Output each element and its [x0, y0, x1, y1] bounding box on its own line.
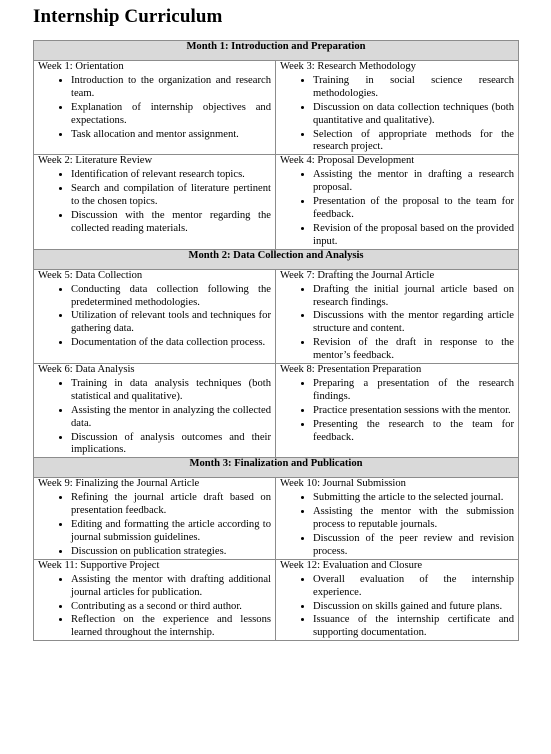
week-cell — [276, 61, 519, 155]
week-activity-list — [280, 168, 514, 248]
month-heading-row — [34, 458, 519, 478]
activity-item: • Revision of the proposal based on the provided input. — [313, 222, 514, 249]
activity-item: • Search and compilation of literature pertinent to the chosen topics. — [71, 182, 271, 209]
week-activity-list — [280, 74, 514, 154]
week-cell — [34, 61, 276, 155]
activity-item: • Submitting the article to the selected journal. — [313, 491, 514, 505]
activity-item: • Refining the journal article draft based on presentation feedback. — [71, 491, 271, 518]
month-heading: Month 1: Introduction and Preparation — [34, 41, 519, 61]
week-activity-list — [280, 573, 514, 641]
month-heading: Month 2: Data Collection and Analysis — [34, 249, 519, 269]
activity-item: • Issuance of the internship certificate and supporting documentation. — [313, 613, 514, 640]
week-cell — [276, 559, 519, 640]
week-row — [34, 155, 519, 249]
activity-item: • Documentation of the data collection process. — [71, 336, 271, 350]
week-activity-list — [280, 377, 514, 445]
week-row — [34, 364, 519, 458]
activity-item: • Discussion on data collection techniques (both quantitative and qualitative). — [313, 101, 514, 128]
activity-item: • Drafting the initial journal article based on research findings. — [313, 283, 514, 310]
week-activity-list — [38, 283, 271, 351]
activity-item: • Overall evaluation of the internship experience. — [313, 573, 514, 600]
week-cell — [34, 478, 276, 559]
week-title: Week 3: Research Methodology — [280, 61, 416, 72]
week-title: Week 10: Journal Submission — [280, 478, 406, 490]
activity-item: • Utilization of relevant tools and techniques for gathering data. — [71, 309, 271, 336]
week-cell — [276, 269, 519, 363]
week-activity-list — [38, 491, 271, 559]
month-heading: Month 3: Finalization and Publication — [34, 458, 519, 478]
week-title: Week 7: Drafting the Journal Article — [280, 269, 435, 281]
activity-item: • Presenting the research to the team for feedback. — [313, 418, 514, 445]
week-row — [34, 269, 519, 363]
week-activity-list — [38, 377, 271, 457]
activity-item: • Discussion on publication strategies. — [71, 545, 271, 559]
week-cell — [34, 559, 276, 640]
activity-item: • Selection of appropriate methods for the research project. — [313, 128, 514, 155]
activity-item: • Conducting data collection following the predetermined methodologies. — [71, 283, 271, 310]
week-cell — [276, 364, 519, 458]
week-title: Week 5: Data Collection — [38, 269, 143, 281]
week-title: Week 8: Presentation Preparation — [280, 364, 422, 376]
activity-item: • Discussions with the mentor regarding article structure and content. — [313, 309, 514, 336]
week-cell — [34, 364, 276, 458]
curriculum-table — [33, 40, 519, 641]
week-cell — [34, 269, 276, 363]
week-title: Week 9: Finalizing the Journal Article — [38, 478, 200, 490]
month-heading-row — [34, 41, 519, 61]
activity-item: • Contributing as a second or third author. — [71, 600, 271, 614]
activity-item: • Discussion on skills gained and future plans. — [313, 600, 514, 614]
activity-item: • Assisting the mentor in drafting a research proposal. — [313, 168, 514, 195]
week-row — [34, 559, 519, 640]
activity-item: • Assisting the mentor in analyzing the collected data. — [71, 404, 271, 431]
week-activity-list — [38, 74, 271, 142]
activity-item: • Training in social science research methodologies. — [313, 74, 514, 101]
activity-item: • Discussion of analysis outcomes and their implications. — [71, 431, 271, 458]
week-cell — [276, 478, 519, 559]
activity-item: • Editing and formatting the article according to journal submission guidelines. — [71, 518, 271, 545]
week-cell — [34, 155, 276, 249]
week-title: Week 6: Data Analysis — [38, 364, 135, 376]
week-row — [34, 478, 519, 559]
week-title: Week 11: Supportive Project — [38, 559, 160, 571]
activity-item: • Discussion of the peer review and revision process. — [313, 532, 514, 559]
week-activity-list — [38, 168, 271, 236]
week-title: Week 4: Proposal Development — [280, 155, 415, 167]
activity-item: • Task allocation and mentor assignment. — [71, 128, 271, 142]
activity-item: • Preparing a presentation of the research findings. — [313, 377, 514, 404]
activity-item: • Assisting the mentor with drafting additional journal articles for publication. — [71, 573, 271, 600]
activity-item: • Assisting the mentor with the submission process to reputable journals. — [313, 505, 514, 532]
week-title: Week 2: Literature Review — [38, 155, 153, 167]
week-title: Week 1: Orientation — [38, 61, 124, 72]
activity-item: • Identification of relevant research topics. — [71, 168, 271, 182]
week-cell — [276, 155, 519, 249]
activity-item: • Explanation of internship objectives and expectations. — [71, 101, 271, 128]
week-title: Week 12: Evaluation and Closure — [280, 559, 423, 571]
activity-item: • Reflection on the experience and lessons learned throughout the internship. — [71, 613, 271, 640]
activity-item: • Training in data analysis techniques (both statistical and qualitative). — [71, 377, 271, 404]
activity-item: • Revision of the draft in response to the mentor’s feedback. — [313, 336, 514, 363]
week-row — [34, 61, 519, 155]
activity-item: • Introduction to the organization and research team. — [71, 74, 271, 101]
activity-item: • Practice presentation sessions with the mentor. — [313, 404, 514, 418]
week-activity-list — [280, 491, 514, 559]
page-title: Internship Curriculum — [33, 6, 223, 27]
activity-item: • Presentation of the proposal to the team for feedback. — [313, 195, 514, 222]
week-activity-list — [38, 573, 271, 641]
month-heading-row — [34, 249, 519, 269]
activity-item: • Discussion with the mentor regarding the collected reading materials. — [71, 209, 271, 236]
week-activity-list — [280, 283, 514, 363]
